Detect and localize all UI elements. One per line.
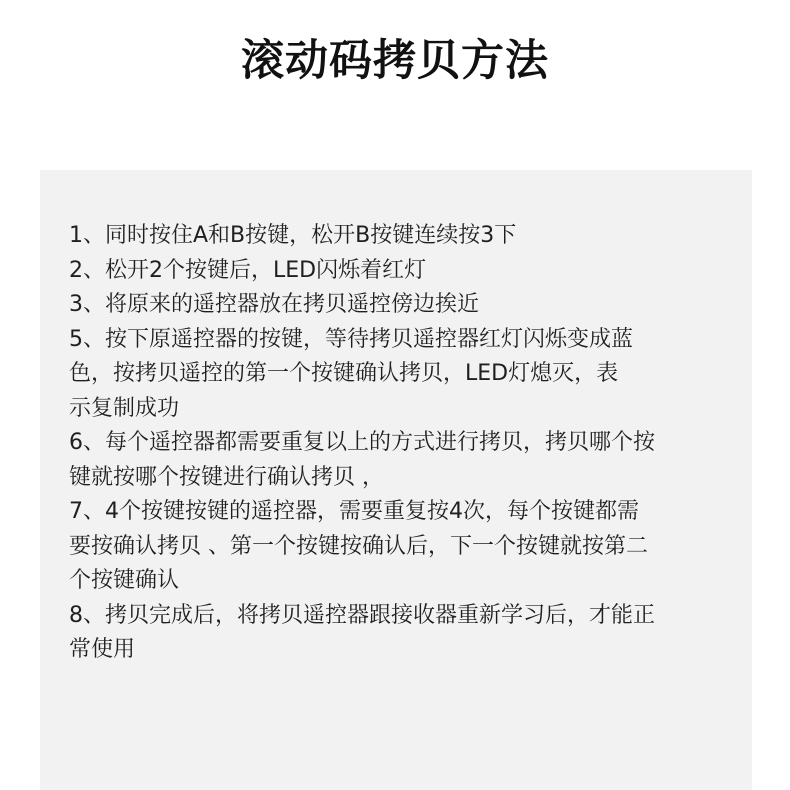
page-title: 滚动码拷贝方法 xyxy=(241,36,549,86)
instructions-text xyxy=(69,219,729,668)
step-line: 1、同时按住A和B按键，松开B按键连续按3下 xyxy=(69,223,517,248)
step-line: 示复制成功 xyxy=(69,395,180,421)
step-line: 个按键确认 xyxy=(69,568,180,593)
step-line: 要按确认拷贝 、第一个按键按确认后，下一个按键就按第二 xyxy=(69,533,648,559)
step-line: 7、4个按键按键的遥控器，需要重复按4次，每个按键都需 xyxy=(69,499,639,524)
step-line: 色，按拷贝遥控的第一个按键确认拷贝，LED灯熄灭，表 xyxy=(69,361,619,386)
step-line: 8、拷贝完成后，将拷贝遥控器跟接收器重新学习后，才能正 xyxy=(69,602,655,628)
step-line: 常使用 xyxy=(69,637,136,662)
step-line: 键就按哪个按键进行确认拷贝 ， xyxy=(69,464,384,490)
step-line: 6、每个遥控器都需要重复以上的方式进行拷贝，拷贝哪个按 xyxy=(69,430,655,455)
step-line: 5、按下原遥控器的按键，等待拷贝遥控器红灯闪烁变成蓝 xyxy=(69,326,633,352)
step-line: 2、松开2个按键后，LED闪烁着红灯 xyxy=(69,257,427,283)
step-line: 3、将原来的遥控器放在拷贝遥控傍边挨近 xyxy=(69,292,479,317)
